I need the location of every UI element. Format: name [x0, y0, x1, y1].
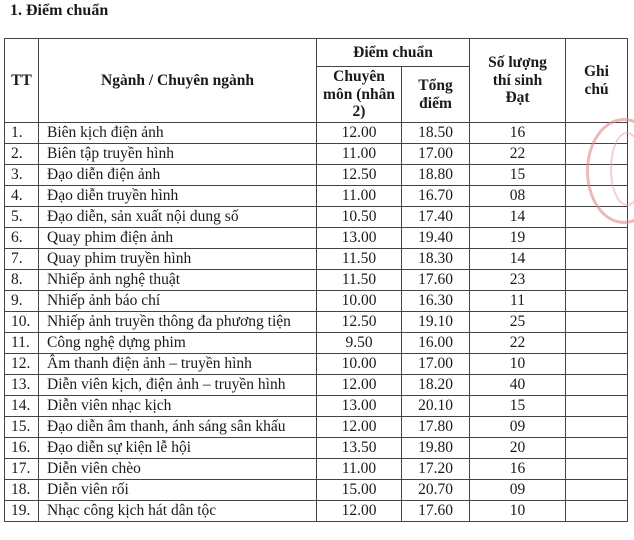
major-name: Đạo diễn sự kiện lễ hội — [39, 438, 317, 459]
passed-count: 14 — [470, 207, 566, 228]
row-number: 11. — [5, 333, 39, 354]
table-row — [5, 123, 628, 144]
passed-count: 16 — [470, 459, 566, 480]
major-name: Công nghệ dựng phim — [39, 333, 317, 354]
major-name: Đạo diễn điện ảnh — [39, 165, 317, 186]
specialty-score: 11.00 — [317, 144, 402, 165]
header-tt: TT — [5, 39, 39, 123]
table-row — [5, 144, 628, 165]
table-row — [5, 291, 628, 312]
row-number: 2. — [5, 144, 39, 165]
table-row — [5, 438, 628, 459]
passed-count: 16 — [470, 123, 566, 144]
major-name: Đạo diễn âm thanh, ánh sáng sân khấu — [39, 417, 317, 438]
total-score: 17.00 — [402, 144, 470, 165]
note-cell — [566, 333, 628, 354]
major-name: Diễn viên chèo — [39, 459, 317, 480]
total-score: 16.00 — [402, 333, 470, 354]
specialty-score: 12.50 — [317, 165, 402, 186]
total-score: 18.20 — [402, 375, 470, 396]
passed-count: 09 — [470, 417, 566, 438]
total-score: 20.70 — [402, 480, 470, 501]
total-score: 19.80 — [402, 438, 470, 459]
header-note — [566, 39, 628, 123]
row-number: 4. — [5, 186, 39, 207]
note-cell — [566, 396, 628, 417]
major-name: Nhạc công kịch hát dân tộc — [39, 501, 317, 522]
table-row — [5, 501, 628, 522]
total-score: 18.50 — [402, 123, 470, 144]
table-row — [5, 270, 628, 291]
section-heading: 1. Điểm chuẩn — [10, 2, 109, 19]
major-name: Diễn viên rối — [39, 480, 317, 501]
row-number: 1. — [5, 123, 39, 144]
total-score: 17.40 — [402, 207, 470, 228]
passed-count: 09 — [470, 480, 566, 501]
note-cell — [566, 270, 628, 291]
note-cell — [566, 375, 628, 396]
specialty-score: 12.00 — [317, 123, 402, 144]
header-major: Ngành / Chuyên ngành — [39, 39, 317, 123]
specialty-score: 12.00 — [317, 375, 402, 396]
passed-count: 22 — [470, 144, 566, 165]
major-name: Âm thanh điện ảnh – truyền hình — [39, 354, 317, 375]
total-score: 19.10 — [402, 312, 470, 333]
specialty-score: 10.00 — [317, 354, 402, 375]
passed-count: 08 — [470, 186, 566, 207]
total-score: 19.40 — [402, 228, 470, 249]
total-score: 20.10 — [402, 396, 470, 417]
table-row — [5, 186, 628, 207]
row-number: 18. — [5, 480, 39, 501]
row-number: 10. — [5, 312, 39, 333]
specialty-score: 11.00 — [317, 186, 402, 207]
major-name: Nhiếp ảnh nghệ thuật — [39, 270, 317, 291]
header-total-label: Tổng điểm — [418, 76, 453, 112]
note-cell — [566, 354, 628, 375]
total-score: 18.80 — [402, 165, 470, 186]
row-number: 5. — [5, 207, 39, 228]
passed-count: 10 — [470, 354, 566, 375]
row-number: 13. — [5, 375, 39, 396]
row-number: 17. — [5, 459, 39, 480]
header-note-label: Ghi chú — [584, 62, 609, 98]
total-score: 17.00 — [402, 354, 470, 375]
passed-count: 25 — [470, 312, 566, 333]
passed-count: 10 — [470, 501, 566, 522]
major-name: Biên tập truyền hình — [39, 144, 317, 165]
table-row — [5, 375, 628, 396]
row-number: 12. — [5, 354, 39, 375]
row-number: 3. — [5, 165, 39, 186]
header-specialty — [317, 67, 402, 123]
note-cell — [566, 312, 628, 333]
note-cell — [566, 480, 628, 501]
header-specialty-label: Chuyên môn (nhân 2) — [323, 67, 395, 121]
specialty-score: 11.00 — [317, 459, 402, 480]
passed-count: 15 — [470, 396, 566, 417]
table-row — [5, 396, 628, 417]
table-row — [5, 249, 628, 270]
specialty-score: 12.00 — [317, 417, 402, 438]
table-row — [5, 333, 628, 354]
table-row — [5, 165, 628, 186]
passed-count: 23 — [470, 270, 566, 291]
header-count-label: Số lượng thí sinh Đạt — [488, 53, 547, 107]
major-name: Đạo diễn, sản xuất nội dung số — [39, 207, 317, 228]
table-row — [5, 228, 628, 249]
note-cell — [566, 291, 628, 312]
specialty-score: 11.50 — [317, 249, 402, 270]
specialty-score: 12.50 — [317, 312, 402, 333]
note-cell — [566, 249, 628, 270]
passed-count: 22 — [470, 333, 566, 354]
table-row — [5, 354, 628, 375]
total-score: 17.60 — [402, 270, 470, 291]
score-table — [4, 38, 628, 522]
passed-count: 14 — [470, 249, 566, 270]
major-name: Quay phim điện ảnh — [39, 228, 317, 249]
major-name: Diễn viên nhạc kịch — [39, 396, 317, 417]
total-score: 16.70 — [402, 186, 470, 207]
row-number: 6. — [5, 228, 39, 249]
row-number: 7. — [5, 249, 39, 270]
note-cell — [566, 438, 628, 459]
passed-count: 11 — [470, 291, 566, 312]
note-cell — [566, 459, 628, 480]
specialty-score: 13.00 — [317, 228, 402, 249]
table-row — [5, 417, 628, 438]
row-number: 16. — [5, 438, 39, 459]
row-number: 8. — [5, 270, 39, 291]
header-count — [470, 39, 566, 123]
row-number: 19. — [5, 501, 39, 522]
major-name: Nhiếp ảnh truyền thông đa phương tiện — [39, 312, 317, 333]
passed-count: 15 — [470, 165, 566, 186]
specialty-score: 13.50 — [317, 438, 402, 459]
total-score: 18.30 — [402, 249, 470, 270]
table-row — [5, 312, 628, 333]
row-number: 15. — [5, 417, 39, 438]
specialty-score: 10.00 — [317, 291, 402, 312]
major-name: Đạo diễn truyền hình — [39, 186, 317, 207]
note-cell — [566, 501, 628, 522]
table-row — [5, 480, 628, 501]
passed-count: 19 — [470, 228, 566, 249]
major-name: Diễn viên kịch, điện ảnh – truyền hình — [39, 375, 317, 396]
total-score: 17.80 — [402, 417, 470, 438]
total-score: 17.60 — [402, 501, 470, 522]
specialty-score: 15.00 — [317, 480, 402, 501]
table-row — [5, 207, 628, 228]
header-score-group: Điểm chuẩn — [317, 39, 470, 67]
major-name: Quay phim truyền hình — [39, 249, 317, 270]
table-row — [5, 459, 628, 480]
header-total — [402, 67, 470, 123]
major-name: Nhiếp ảnh báo chí — [39, 291, 317, 312]
specialty-score: 9.50 — [317, 333, 402, 354]
specialty-score: 13.00 — [317, 396, 402, 417]
specialty-score: 10.50 — [317, 207, 402, 228]
passed-count: 40 — [470, 375, 566, 396]
total-score: 16.30 — [402, 291, 470, 312]
row-number: 9. — [5, 291, 39, 312]
row-number: 14. — [5, 396, 39, 417]
specialty-score: 11.50 — [317, 270, 402, 291]
note-cell — [566, 417, 628, 438]
note-cell — [566, 228, 628, 249]
specialty-score: 12.00 — [317, 501, 402, 522]
passed-count: 20 — [470, 438, 566, 459]
total-score: 17.20 — [402, 459, 470, 480]
major-name: Biên kịch điện ảnh — [39, 123, 317, 144]
